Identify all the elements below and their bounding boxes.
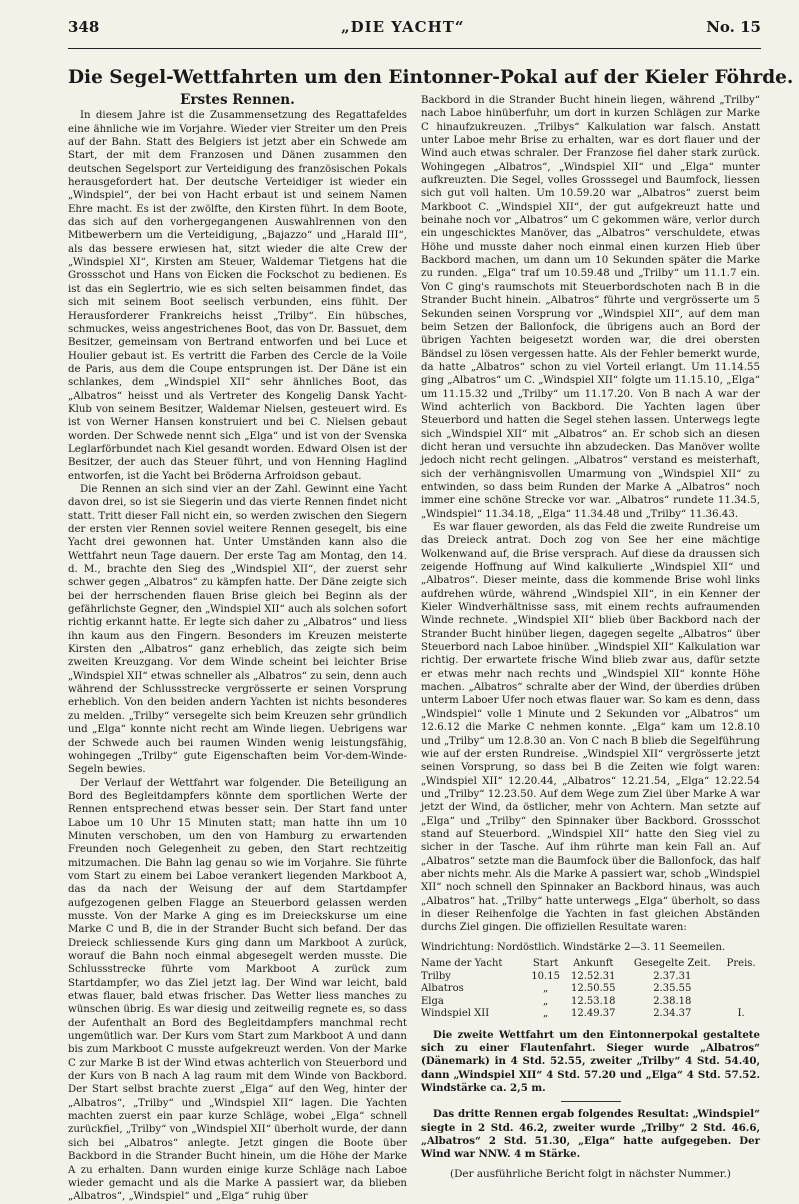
right-column — [421, 94, 760, 1204]
table-cell — [722, 983, 760, 996]
header-rule — [68, 48, 761, 49]
paragraph: Es war flauer geworden, als das Feld die zweite Rundreise um das Dreieck antrat. Doch zog von See her eine mächtige Wolkenwand auf, die Brise versprach. Auf diese da draussen sich zeigende Hoffnung auf Wind kalkulierte „Windspiel XII“ und „Albatros“. Dieser meinte, dass die kommende Brise wohl links aufdrehen würde, während „Windspiel XII“, in ein Kenner der Kieler Windverhältnisse sass, mit einem rechts aufraumenden Winde rechnete. „Windspiel XII“ blieb über Backbord nach der Strander Bucht hinüber liegen, dagegen segelte „Albatros“ über Steuerbord nach Laboe hinüber. „Windspiel XII“ Kalkulation war richtig. Der erwartete frische Wind blieb zwar aus, dafür setzte er etwas mehr nach rechts und „Windspiel XII“ konnte Höhe machen. „Albatros“ schralte aber der Wind, der überdies drüben unterm Laboer Ufer noch etwas flauer war. So kam es denn, dass „Windspiel“ volle 1 Minute und 2 Sekunden vor „Albatros“ um 12.6.12 die Marke C nehmen konnte. „Elga“ kam um 12.8.10 und „Trilby“ um 12.8.30 an. Von C nach B blieb die Segelführung wie auf der ersten Rundreise. „Windspiel XII“ vergrösserte jetzt seinen Vorsprung, so dass bei B die Zeiten wie folgt waren: „Windspiel XII“ 12.20.44, „Albatros“ 12.21.54, „Elga“ 12.22.54 und „Trilby“ 12.23.50. Auf dem Wege zum Ziel über Marke A war jetzt der Wind, da östlicher, mehr von Achtern. Man setzte auf „Elga“ und „Trilby“ den Spinnaker über Backbord. Grossschot stand auf Steuerbord. „Windspiel XII“ hatte den Sieg viel zu sicher in der Tasche. Auf ihm rührte man kein Fall an. Auf „Albatros“ setzte man die Baumfock über die Ballonfock, das half aber nichts mehr. Als die Marke A passiert war, schob „Windspiel XII“ noch schnell den Spinnaker an Backbord hinaus, was auch „Albatros“ hat. „Trilby“ hatte unterwegs „Elga“ überholt, so dass in dieser Reihenfolge die Yachten in fast gleichen Abständen durchs Ziel gingen. Die offiziellen Resultate waren: — [421, 522, 760, 934]
article-title: Die Segel-Wettfahrten um den Eintonner-Pokal auf der Kieler Föhrde. — [68, 67, 794, 88]
magazine-name: „DIE YACHT“ — [340, 18, 465, 36]
table-header: Ankunft — [573, 958, 614, 969]
table-cell: Trilby — [421, 970, 451, 982]
table-cell: „ — [543, 1008, 549, 1019]
left-column — [68, 94, 407, 1204]
table-cell: 12.49.37 — [571, 1008, 616, 1019]
table-header: Gesegelte Zeit. — [633, 958, 711, 969]
table-cell: 2.34.37 — [653, 1008, 692, 1019]
table-cell: 12.50.55 — [571, 983, 616, 994]
table-cell: I. — [737, 1008, 745, 1019]
third-race-summary: Das dritte Rennen ergab folgendes Resultat: „Windspiel“ siegte in 2 Std. 46.2, zweiter wurde „Trilby“ 2 Std. 46.6, „Albatros“ 2 Std. 51.30, „Elga“ hatte aufgegeben. Der Wind war NNW. 4 m Stärke. — [421, 1108, 760, 1161]
results-table — [421, 958, 760, 1021]
paragraph: In diesem Jahre ist die Zusammensetzung des Regattafeldes eine ähnliche wie im Vorjahre. Wieder vier Streiter um den Preis auf der Bahn. Statt des Belgiers ist jetzt aber ein Schwede am Start, der mit dem Franzosen und Dänen zusammen den deutschen Segelsport zur Verteidigung des französischen Pokals herausgefordert hat. Der deutsche Verteidiger ist wieder ein „Windspiel“, der bei von Hacht erbaut ist und seinem Namen Ehre macht. Es ist der zwölfte, den Kirsten führt. In dem Boote, das sich auf den vorhergegangenen Auswahlrennen von den Mitbewerbern um die Verteidigung, „Bajazzo“ und „Harald III“, als das bessere erwiesen hat, sitzt wieder die alte Crew der „Windspiel XI“, Kirsten am Steuer, Waldemar Tietgens hat die Grossschot und Hans von Eicken die Fockschot zu bedienen. Es ist das ein Seglertrio, wie es sich selten beisammen findet, das sich mit seinem Boot seelisch verbunden, eins fühlt. Der Herausforderer Frankreichs heisst „Trilby“. Ein hübsches, schmuckes, weiss angestrichenes Boot, das von Dr. Bassuet, dem Besitzer, gemeinsam von Bertrand entworfen und bei Luce et Houlier gebaut ist. Es vertritt die Farben des Cercle de la Voile de Paris, aus dem die Coupe entsprungen ist. Der Däne ist ein schlankes, dem „Windspiel XII“ sehr ähnliches Boot, das „Albatros“ heisst und als Vertreter des Kongelig Dansk Yacht-Klub von seinem Besitzer, Waldemar Nielsen, gesteuert wird. Es ist von Werner Hansen konstruiert und bei C. Nielsen gebaut worden. Der Schwede nennt sich „Elga“ und ist von der Svenska Leglarförbundet nach Kiel gesandt worden. Edward Olsen ist der Besitzer, der auch das Steuer führt, und von Henning Haglind entworfen, ist die Yacht bei Bröderna Arfroidson gebaut. — [68, 110, 407, 482]
table-header: Name der Yacht — [421, 958, 503, 969]
second-race-summary: Die zweite Wettfahrt um den Eintonnerpokal gestaltete sich zu einer Flautenfahrt. Sieger wurde „Albatros“ (Dänemark) in 4 Std. 52.55, zweiter „Trilby“ 4 Std. 54.40, dann „Windspiel XII“ 4 Std. 57.20 und „Elga“ 4 Std. 57.52. Windstärke ca. 2,5 m. — [421, 1028, 760, 1094]
table-row — [421, 1008, 760, 1021]
subheading: Erstes Rennen. — [180, 92, 295, 108]
table-cell: „ — [543, 995, 549, 1007]
table-cell — [722, 996, 760, 1009]
table-cell: Albatros — [421, 983, 464, 994]
table-cell: 2.38.18 — [653, 995, 692, 1007]
table-cell: 12.52.31 — [571, 970, 616, 982]
table-header: Preis. — [726, 958, 756, 969]
table-cell: 2.37.31 — [653, 970, 692, 982]
paragraph: Die Rennen an sich sind vier an der Zahl. Gewinnt eine Yacht davon drei, so ist sie Siegerin und das vierte Rennen findet nicht statt. Tritt dieser Fall nicht ein, so werden zwischen den Siegern der ersten vier Rennen soviel weitere Rennen gesegelt, bis eine Yacht drei gewonnen hat. Unter Umständen kann also die Wettfahrt neun Tage dauern. Der erste Tag am Montag, den 14. d. M., brachte den Sieg des „Windspiel XII“, der zuerst sehr schwer gegen „Albatros“ zu kämpfen hatte. Der Däne zeigte sich bei der herrschenden flauen Brise gleich bei Beginn als der gefährlichste Gegner, den „Windspiel XII“ auch als solchen sofort richtig erkannt hatte. Er legte sich daher zu „Albatros“ und liess ihn kaum aus den Fingern. Besonders im Kreuzen meisterte Kirsten den „Albatros“ ganz erheblich, das zeigte sich beim zweiten Kreuzgang. Vor dem Winde scheint bei leichter Brise „Windspiel XII“ etwas schneller als „Albatros“ zu sein, denn auch während der Schlussstrecke vergrösserte er seinen Vorsprung erheblich. Von den beiden andern Yachten ist nichts besonderes zu melden. „Trilby“ versegelte sich beim Kreuzen sehr gründlich und „Elga“ konnte nicht recht am Winde liegen. Uebrigens war der Schwede auch bei raumen Winden wenig leistungsfähig, wohingegen „Trilby“ gute Eigenschaften beim Vor-dem-Winde-Segeln bewies. — [68, 483, 407, 776]
results-wind-line: Windrichtung: Nordöstlich. Windstärke 2—3. 11 Seemeilen. — [421, 941, 726, 953]
issue-number: No. 15 — [706, 18, 761, 36]
table-header-row — [421, 958, 760, 971]
table-cell — [722, 971, 760, 984]
table-row — [421, 983, 760, 996]
table-cell: 12.53.18 — [571, 995, 616, 1007]
table-cell: 10.15 — [531, 970, 560, 982]
footnote: (Der ausführliche Bericht folgt in nächster Nummer.) — [450, 1167, 731, 1180]
table-header: Start — [532, 958, 559, 969]
table-cell: „ — [543, 983, 549, 994]
table-cell: Elga — [421, 995, 444, 1007]
paragraph: Der Verlauf der Wettfahrt war folgender. Die Beteiligung an Bord des Begleitdampfers könnte dem sportlichen Werte der Rennen entsprechend etwas besser sein. Der Start fand unter Laboe um 10 Uhr 15 Minuten statt; man hatte ihn um 10 Minuten verschoben, um den von Hamburg zu erwartenden Freunden noch Gelegenheit zu geben, den Start rechtzeitig mitzumachen. Die Bahn lag genau so wie im Vorjahre. Sie führte vom Start zu einem bei Laboe verankert liegenden Markboot A, das da nach der Weisung der auf dem Startdampfer aufgezogenen gelben Flagge an Steuerbord gelassen werden musste. Von der Marke A ging es im Dreieckskurse um eine Marke C und B, die in der Strander Bucht sich befand. Der das Dreieck schliessende Kurs ging dann um Markboot A zurück, worauf die Bahn noch einmal abgesegelt werden musste. Die Schlussstrecke führte vom Markboot A zurück zum Startdampfer, wo das Ziel jetzt lag. Der Wind war leicht, bald etwas flauer, bald etwas frischer. Das Wetter liess manches zu wünschen übrig. Es war diesig und zeitweilig regnete es, so dass der Aufenthalt an Bord des Begleitdampfers manchmal recht ungemütlich war. Der Kurs vom Start zum Markboot A und dann bis zum Markboot C musste aufgekreuzt werden. Von der Marke C zur Marke B ist der Wind etwas achterlich von Steuerbord und der Kurs von B nach A lag raum mit dem Winde von Backbord. Der Start selbst brachte zuerst „Elga“ auf den Weg, hinter der „Albatros“, „Trilby“ und „Windspiel XII“ lagen. Die Yachten machten zuerst ein paar kurze Schläge, wobei „Elga“ schnell zurückfiel, „Trilby“ von „Windspiel XII“ überholt wurde, der dann sich bei „Albatros“ anlegte. Jetzt gingen die Boote über Backbord in die Strander Bucht hinein, um die Höhe der Marke A zu erhalten. Dann wurden einige kurze Schläge nach Laboe wieder gemacht und als die Marke A passiert war, da blieben „Albatros“, „Windspiel“ und „Elga“ ruhig über — [68, 777, 407, 1203]
article-columns — [68, 94, 761, 1204]
table-row — [421, 971, 760, 984]
table-cell: 2.35.55 — [653, 983, 692, 994]
divider — [561, 1101, 621, 1102]
table-row — [421, 996, 760, 1009]
paragraph: Backbord in die Strander Bucht hinein liegen, während „Trilby“ nach Laboe hinüberfuhr, um dort in kurzen Schlägen zur Marke C hinaufzukreuzen. „Trilbys“ Kalkulation war falsch. Anstatt unter Laboe mehr Brise zu erhalten, war es dort flauer und der Wind auch etwas schraler. Der Franzose fiel daher stark zurück. Wohingegen „Albatros“, „Windspiel XII“ und „Elga“ munter aufkreuzten. Die Segel, volles Grosssegel und Baumfock, liessen sich gut voll halten. Um 10.59.20 war „Albatros“ zuerst beim Markboot C. „Windspiel XII“, der gut aufgekreuzt hatte und beinahe noch vor „Albatros“ um C gekommen wäre, verlor durch ein ungeschicktes Manöver, das „Albatros“ verschuldete, etwas Höhe und musste daher noch einmal einen kurzen Hieb über Backbord machen, um dann um 10 Sekunden später die Marke zu runden. „Elga“ traf um 10.59.48 und „Trilby“ um 11.1.7 ein. Von C ging's raumschots mit Steuerbordschoten nach B in die Strander Bucht hinein. „Albatros“ führte und vergrösserte um 5 Sekunden seinen Vorsprung vor „Windspiel XII“, auf dem man beim Setzen der Ballonfock, die übrigens auch an Bord der übrigen Yachten beigesetzt worden war, die drei obersten Bändsel zu lösen vergessen hatte. Als der Fehler bemerkt wurde, da hatte „Albatros“ schon zu viel Vorteil erlangt. Um 11.14.55 ging „Albatros“ um C. „Windspiel XII“ folgte um 11.15.10, „Elga“ um 11.15.32 und „Trilby“ um 11.17.20. Von B nach A war der Wind achterlich von Backbord. Die Yachten lagen über Steuerbord und hatten die Segel stehen lassen. Unterwegs legte sich „Windspiel XII“ mit „Albatros“ an. Er schob sich an diesen dicht heran und versuchte ihn abzudecken. Das Manöver wollte jedoch nicht recht gelingen. „Albatros“ verstand es meisterhaft, sich der verhängnisvollen Umarmung von „Windspiel XII“ zu entwinden, so dass beim Runden der Marke A „Albatros“ noch immer eine schöne Strecke vor war. „Albatros“ rundete 11.34.5, „Windspiel“ 11.34.18, „Elga“ 11.34.48 und „Trilby“ 11.36.43. — [421, 95, 760, 520]
page-header — [68, 18, 761, 44]
page-number: 348 — [68, 18, 100, 36]
table-cell: Windspiel XII — [421, 1008, 490, 1019]
